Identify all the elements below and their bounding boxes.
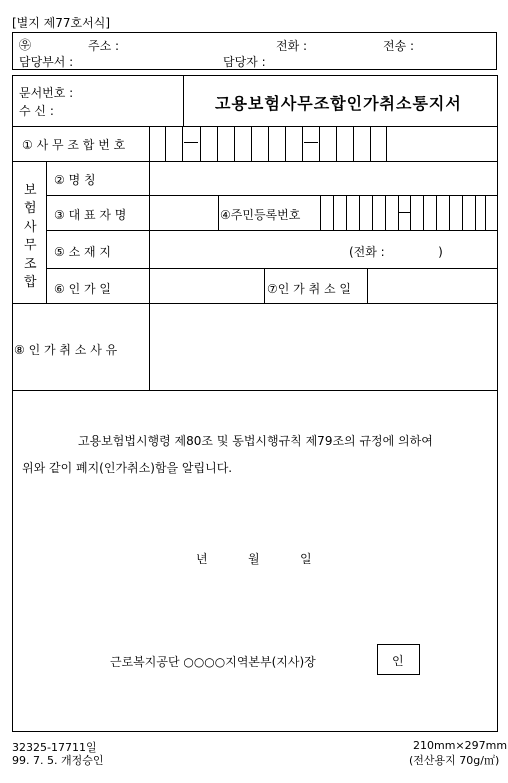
circled-ideograph-icon: ㉾: [19, 38, 32, 52]
cancel-reason-field[interactable]: [150, 304, 497, 390]
phone-label: 전화 :: [276, 39, 308, 53]
approval-date-field[interactable]: [150, 269, 264, 303]
doc-number-label: 문서번호 :: [19, 86, 74, 100]
location-label: ⑤ 소 재 지: [54, 245, 111, 259]
form-code: 32325-17711일: [12, 741, 97, 754]
recipient-label: 수 신 :: [19, 104, 54, 118]
notice-paragraph-line1: 고용보험법시행령 제80조 및 동법시행규칙 제79조의 규정에 의하여: [78, 434, 433, 448]
document-title: 고용보험사무조합인가취소통지서: [215, 94, 462, 113]
dept-label: 담당부서 :: [19, 55, 74, 69]
name-label: ② 명 칭: [54, 173, 96, 187]
name-field[interactable]: [150, 162, 497, 195]
office-number-label: ① 사 무 조 합 번 호: [22, 138, 126, 152]
fax-label: 전송 :: [383, 39, 415, 53]
union-vertical-label: 보 험 사 무 조 합: [24, 183, 37, 290]
paper-size: 210mm×297mm: [413, 739, 508, 752]
issuer-name: 근로복지공단 ○○○○지역본부(지사)장: [110, 655, 316, 669]
location-field[interactable]: [150, 231, 497, 268]
notice-paragraph-line2: 위와 같이 폐지(인가취소)함을 알립니다.: [22, 461, 233, 475]
representative-label: ③ 대 표 자 명: [54, 208, 127, 222]
approval-date-label: ⑥ 인 가 일: [54, 282, 111, 296]
cancel-date-label: ⑦인 가 취 소 일: [267, 282, 351, 296]
office-number-boxes[interactable]: [149, 126, 386, 161]
date-year: 년: [196, 552, 208, 566]
address-label: 주소 :: [88, 39, 120, 53]
date-month: 월: [248, 552, 260, 566]
approval-note: 99. 7. 5. 개정승인: [12, 754, 104, 767]
paper-type: (전산용지 70g/㎡): [409, 754, 500, 767]
cancel-date-field[interactable]: [368, 269, 497, 303]
person-label: 담당자 :: [223, 55, 266, 69]
date-day: 일: [300, 552, 312, 566]
representative-field[interactable]: [150, 196, 218, 230]
form-tag: [별지 제77호서식]: [12, 16, 110, 30]
rrn-boxes[interactable]: [320, 196, 498, 230]
seal-label: 인: [392, 654, 404, 668]
rrn-label: ④주민등록번호: [220, 208, 301, 222]
location-phone-label: (전화 : ): [349, 245, 443, 259]
cancel-reason-label: ⑧ 인 가 취 소 사 유: [14, 343, 118, 357]
